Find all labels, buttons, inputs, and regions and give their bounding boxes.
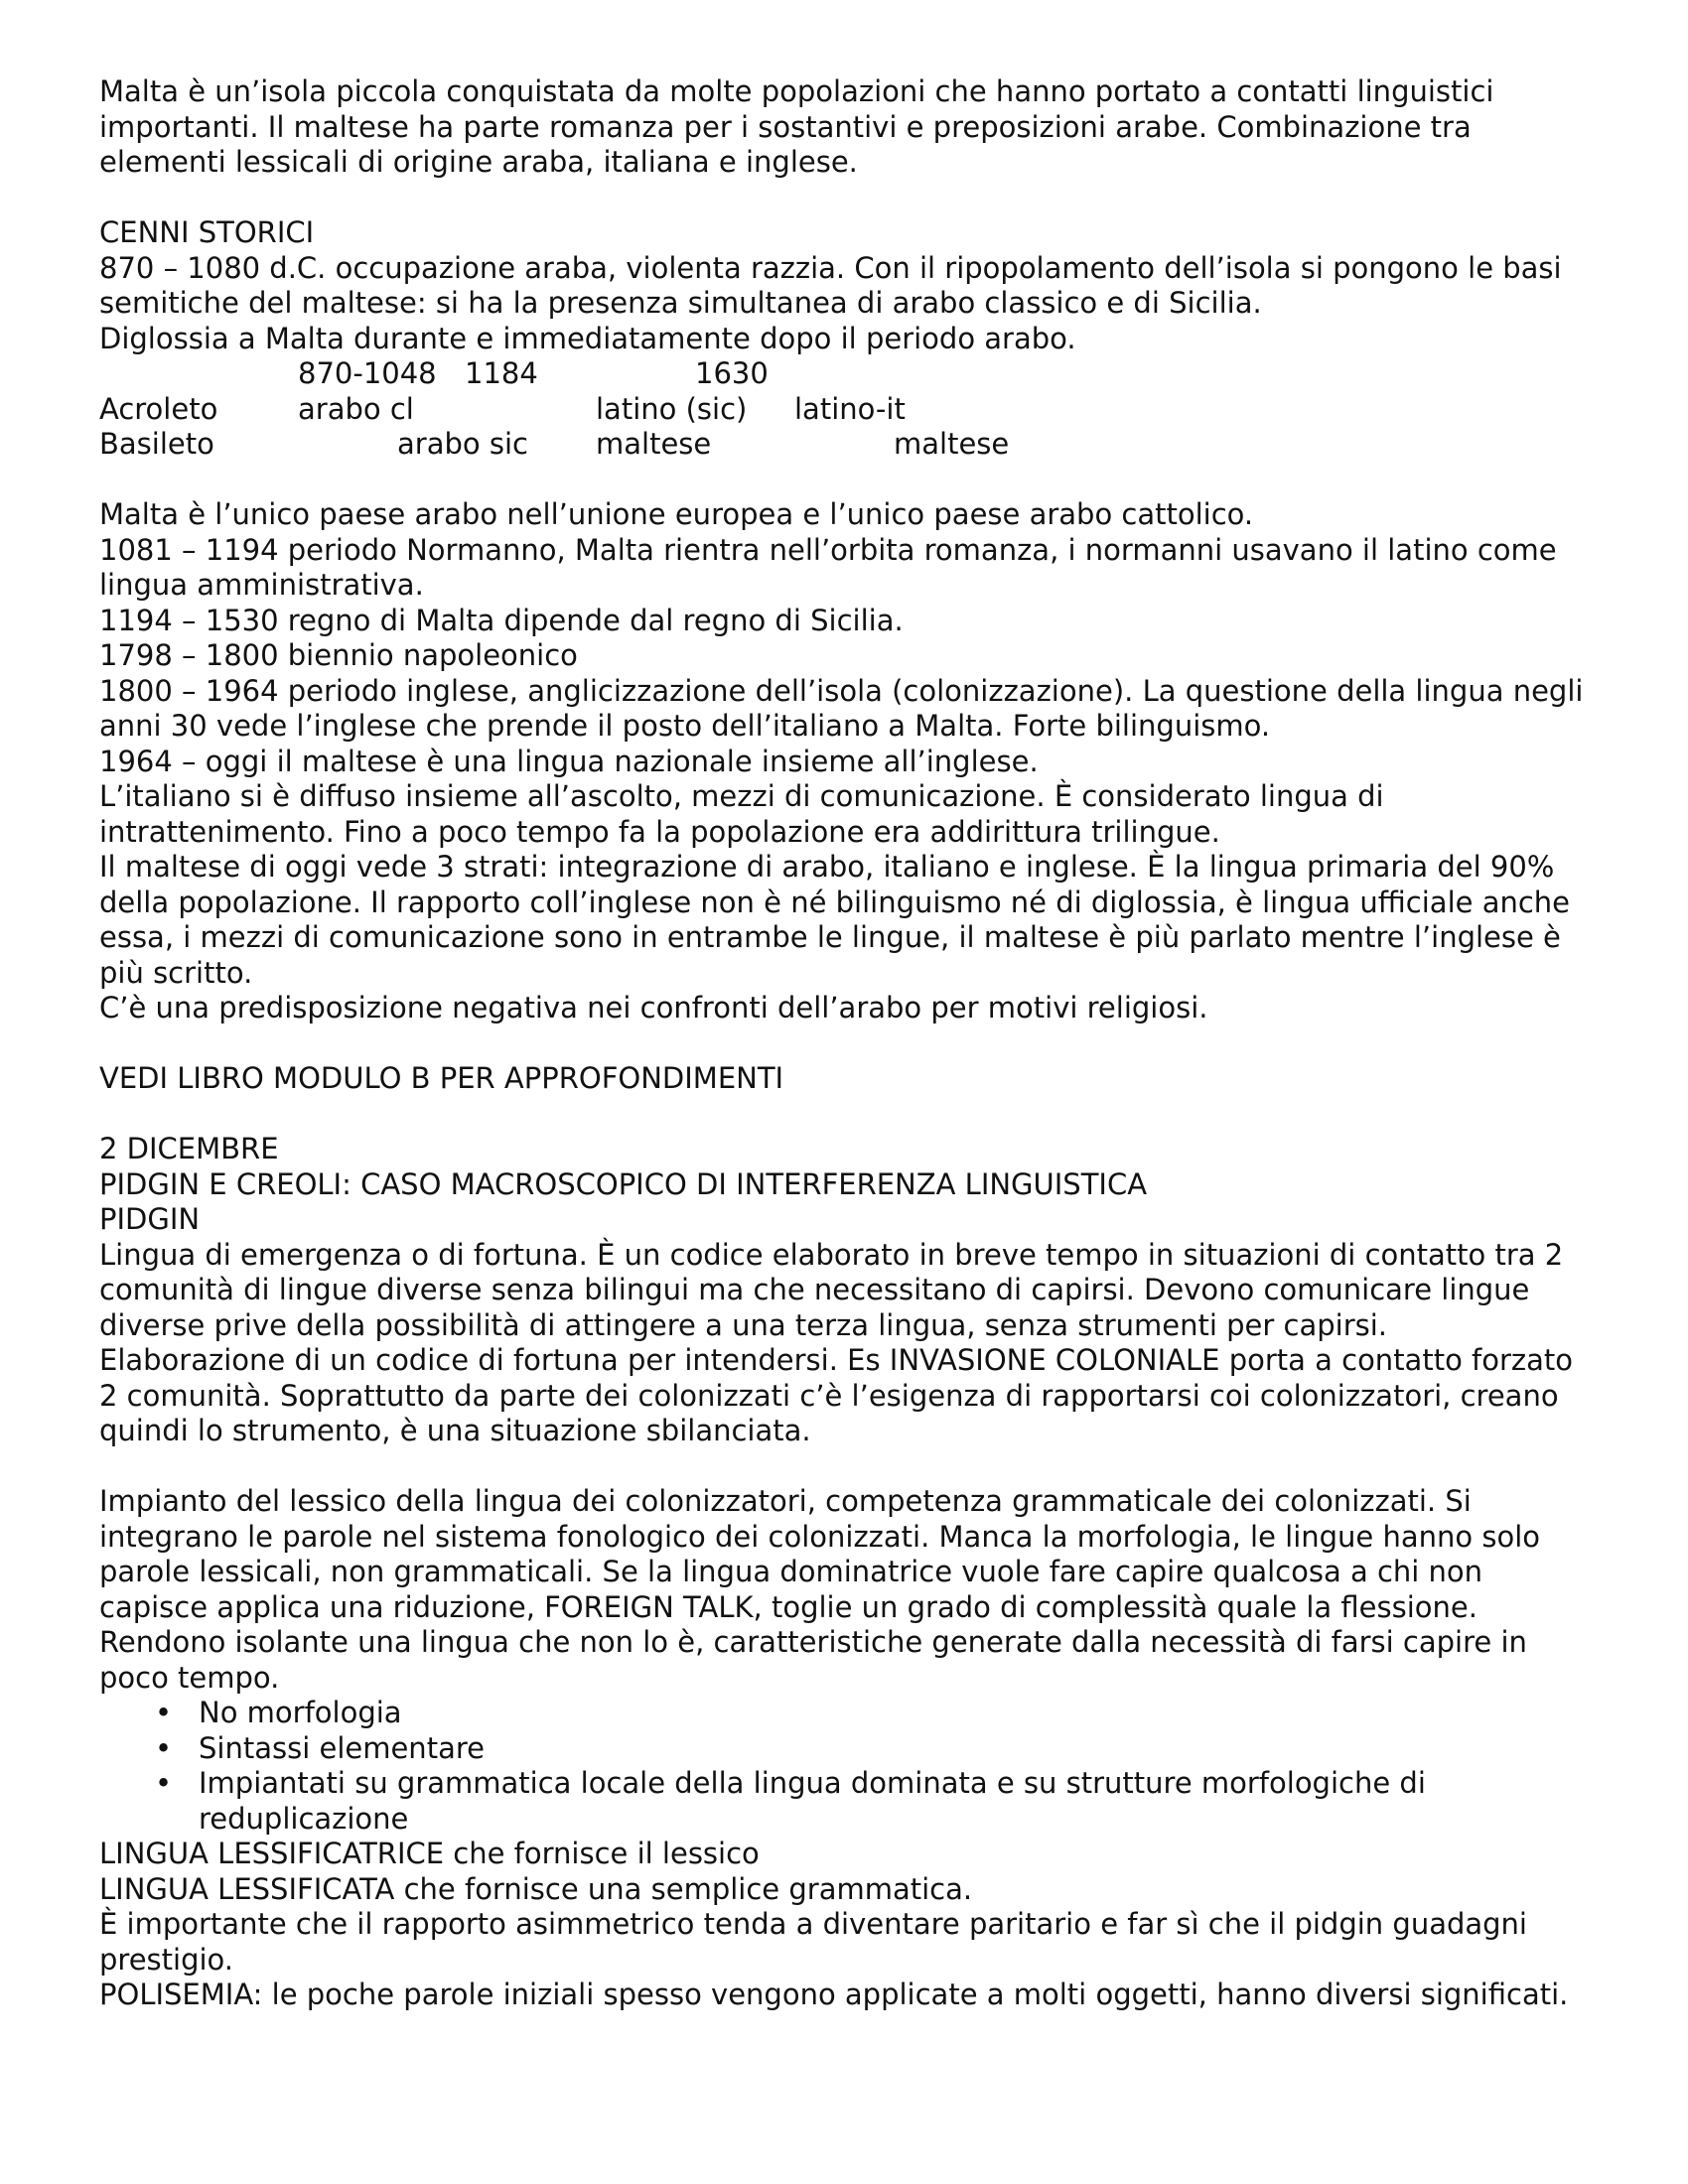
history-line: 1194 – 1530 regno di Malta dipende dal regno di Sicilia. [99, 603, 904, 637]
table-row-label-basileto: Basileto [99, 427, 214, 461]
table-year-2: 1184 [465, 356, 538, 390]
table-cell: arabo sic [397, 427, 528, 461]
table-cell: maltese [894, 427, 1010, 461]
closing-line: POLISEMIA: le poche parole iniziali spesso vengono applicate a molti oggetti, hanno diversi significati. [99, 1978, 1569, 2011]
history-line: 1081 – 1194 periodo Normanno, Malta rientra nell’orbita romanza, i normanni usavano il latino come lingua amministrativa. [99, 532, 1557, 602]
table-cell: maltese [596, 427, 712, 461]
vedi-libro-note: VEDI LIBRO MODULO B PER APPROFONDIMENTI [99, 1061, 784, 1095]
history-line: 1800 – 1964 periodo inglese, anglicizzazione dell’isola (colonizzazione). La questione della lingua negli anni 30 vede l’inglese che prende il posto dell’italiano a Malta. Forte bilinguismo. [99, 673, 1584, 743]
diglossia-table [99, 356, 1589, 463]
history-line: C’è una predisposizione negativa nei confronti dell’arabo per motivi religiosi. [99, 991, 1208, 1024]
impianto-paragraph: Impianto del lessico della lingua dei colonizzatori, competenza grammaticale dei colonizzati. Si integrano le parole nel sistema fonologico dei colonizzati. Manca la morfologia, le lingue hanno solo parole lessicali, non grammaticali. Se la lingua dominatrice vuole fare capire qualcosa a chi non capisce applica una riduzione, FOREIGN TALK, toglie un grado di complessità quale la flessione. Rendono isolante una lingua che non lo è, caratteristiche generate dalla necessità di farsi capire in poco tempo. [99, 1484, 1541, 1695]
history-line: Il maltese di oggi vede 3 strati: integrazione di arabo, italiano e inglese. È la lingua primaria del 90% della popolazione. Il rapporto coll’inglese non è né bilinguismo né di diglossia, è lingua ufficiale anche essa, i mezzi di comunicazione sono in entrambe le lingue, il maltese è più parlato mentre l’inglese è più scritto. [99, 850, 1571, 990]
cenni-paragraph-2: Diglossia a Malta durante e immediatamente dopo il periodo arabo. [99, 321, 1076, 355]
history-line: L’italiano si è diffuso insieme all’ascolto, mezzi di comunicazione. È considerato lingua di intrattenimento. Fino a poco tempo fa la popolazione era addirittura trilingue. [99, 779, 1384, 849]
closing-line: LINGUA LESSIFICATA che fornisce una semplice grammatica. [99, 1871, 973, 1906]
pidgin-paragraph-2: Elaborazione di un codice di fortuna per intendersi. Es INVASIONE COLONIALE porta a contatto forzato 2 comunità. Soprattutto da parte dei colonizzati c’è l’esigenza di rapportarsi coi colonizzatori, creano quindi lo strumento, è una situazione sbilanciata. [99, 1343, 1574, 1447]
table-year-3: 1630 [695, 356, 769, 390]
table-year-1: 870-1048 [298, 356, 437, 390]
table-row-label-acroleto: Acroleto [99, 391, 218, 426]
pidgin-paragraph-1: Lingua di emergenza o di fortuna. È un codice elaborato in breve tempo in situazioni di contatto tra 2 comunità di lingue diverse senza bilingui ma che necessitano di capirsi. Devono comunicare lingue diverse prive della possibilità di attingere a una terza lingua, senza strumenti per capirsi. [99, 1237, 1564, 1342]
feature-bullet-list [99, 1696, 1589, 1837]
intro-paragraph: Malta è un’isola piccola conquistata da molte popolazioni che hanno portato a contatti linguistici importanti. Il maltese ha parte romanza per i sostantivi e preposizioni arabe. Combinazione tra elementi lessicali di origine araba, italiana e inglese. [99, 74, 1494, 179]
pidgin-heading: PIDGIN [99, 1202, 201, 1236]
cenni-paragraph-1: 870 – 1080 d.C. occupazione araba, violenta razzia. Con il ripopolamento dell’isola si pongono le basi semitiche del maltese: si ha la presenza simultanea di arabo classico e di Sicilia. [99, 250, 1562, 320]
list-item: • Impiantati su grammatica locale della lingua dominata e su strutture morfologiche di reduplicazione [99, 1766, 1589, 1837]
list-item: • Sintassi elementare [99, 1731, 1589, 1767]
closing-line: È importante che il rapporto asimmetrico tenda a diventare paritario e far sì che il pidgin guadagni prestigio. [99, 1907, 1527, 1977]
history-line: Malta è l’unico paese arabo nell’unione europea e l’unico paese arabo cattolico. [99, 497, 1254, 531]
date-heading: 2 DICEMBRE [99, 1132, 279, 1165]
table-cell: arabo cl [298, 391, 414, 426]
list-item: • No morfologia [99, 1696, 1589, 1731]
table-cell: latino (sic) [596, 391, 748, 426]
closing-line: LINGUA LESSIFICATRICE che fornisce il lessico [99, 1837, 760, 1870]
table-cell: latino-it [794, 391, 906, 426]
pidgin-creoli-title: PIDGIN E CREOLI: CASO MACROSCOPICO DI INTERFERENZA LINGUISTICA [99, 1166, 1148, 1201]
history-line: 1798 – 1800 biennio napoleonico [99, 638, 578, 672]
section-heading-cenni-storici: CENNI STORICI [99, 215, 315, 249]
history-line: 1964 – oggi il maltese è una lingua nazionale insieme all’inglese. [99, 744, 1039, 778]
